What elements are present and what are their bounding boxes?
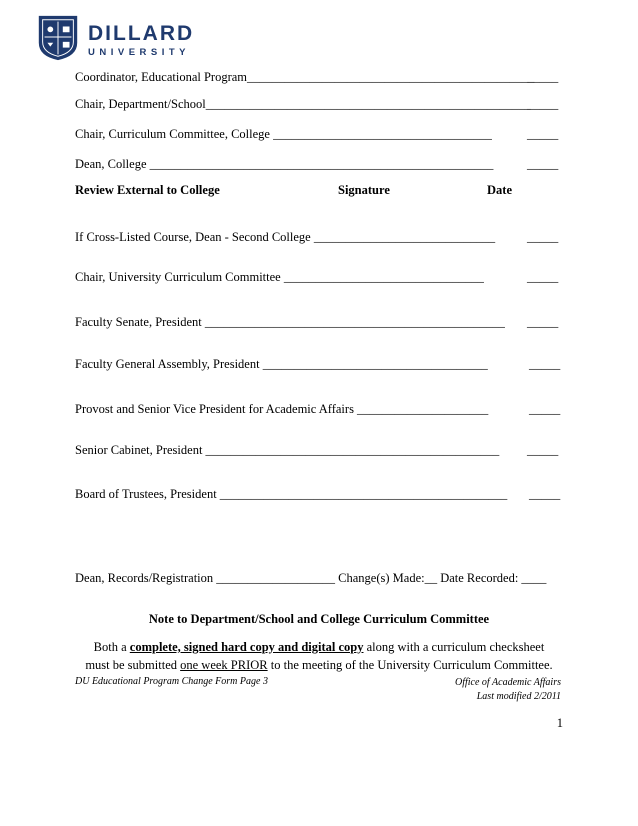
date-line[interactable]: _____ bbox=[527, 97, 559, 111]
note-line-1 bbox=[0, 640, 638, 655]
note-line-2-underline: one week PRIOR bbox=[180, 658, 268, 672]
page-number: 1 bbox=[556, 716, 563, 730]
footer-office bbox=[455, 676, 561, 704]
footer-office-name: Office of Academic Affairs bbox=[454, 677, 561, 688]
date-line[interactable]: _____ bbox=[527, 127, 559, 141]
date-line[interactable]: _____ bbox=[529, 402, 561, 416]
note-line-1-pre: Both a bbox=[93, 640, 130, 654]
signature-line[interactable]: Board of Trustees, President ______________________________________________ bbox=[75, 487, 508, 501]
date-line[interactable]: _____ bbox=[529, 357, 561, 371]
signature-line[interactable]: Senior Cabinet, President _______________________________________________ bbox=[75, 443, 500, 457]
logo-name: DILLARD bbox=[88, 22, 195, 45]
records-line[interactable]: Dean, Records/Registration ___________________ Change(s) Made:__ Date Recorded: ____ bbox=[75, 571, 547, 585]
date-line[interactable]: _____ bbox=[527, 70, 559, 84]
note-line-1-bold: complete, signed hard copy and digital copy bbox=[129, 640, 364, 654]
dillard-shield-logo bbox=[36, 14, 80, 62]
signature-line[interactable]: Chair, University Curriculum Committee ________________________________ bbox=[75, 270, 484, 284]
logo-wordmark bbox=[88, 22, 194, 58]
note-line-2 bbox=[0, 658, 638, 673]
review-heading-label: Review External to College bbox=[75, 183, 220, 197]
footer-form-name: DU Educational Program Change Form Page 3 bbox=[75, 676, 268, 687]
date-line[interactable]: _____ bbox=[527, 315, 559, 329]
date-line[interactable]: _____ bbox=[527, 157, 559, 171]
signature-line[interactable]: Provost and Senior Vice President for Academic Affairs _____________________ bbox=[75, 402, 489, 416]
date-line[interactable]: _____ bbox=[527, 230, 559, 244]
signature-line[interactable]: Dean, College _______________________________________________________ bbox=[75, 157, 494, 171]
review-heading-signature: Signature bbox=[338, 183, 390, 197]
note-line-2-post: to the meeting of the University Curriculum Committee. bbox=[267, 658, 553, 672]
signature-line[interactable]: Faculty Senate, President ________________________________________________ bbox=[75, 315, 505, 329]
signature-line[interactable]: Faculty General Assembly, President ____________________________________ bbox=[75, 357, 488, 371]
date-line[interactable]: _____ bbox=[527, 270, 559, 284]
review-heading-date: Date bbox=[487, 183, 512, 197]
date-line[interactable]: _____ bbox=[527, 443, 559, 457]
signature-line[interactable]: If Cross-Listed Course, Dean - Second College _____________________________ bbox=[75, 230, 496, 244]
note-title: Note to Department/School and College Curriculum Committee bbox=[148, 612, 490, 626]
note-line-2-pre: must be submitted bbox=[85, 658, 181, 672]
signature-line[interactable]: Chair, Department/School____________________________________________________ bbox=[75, 97, 531, 111]
note-line-1-post: along with a curriculum checksheet bbox=[363, 640, 545, 654]
footer-modified: Last modified 2/2011 bbox=[476, 691, 561, 702]
signature-line[interactable]: Chair, Curriculum Committee, College ___________________________________ bbox=[75, 127, 492, 141]
date-line[interactable]: _____ bbox=[529, 487, 561, 501]
logo-subtitle: UNIVERSITY bbox=[88, 47, 191, 58]
signature-line[interactable]: Coordinator, Educational Program______________________________________________ bbox=[75, 70, 535, 84]
